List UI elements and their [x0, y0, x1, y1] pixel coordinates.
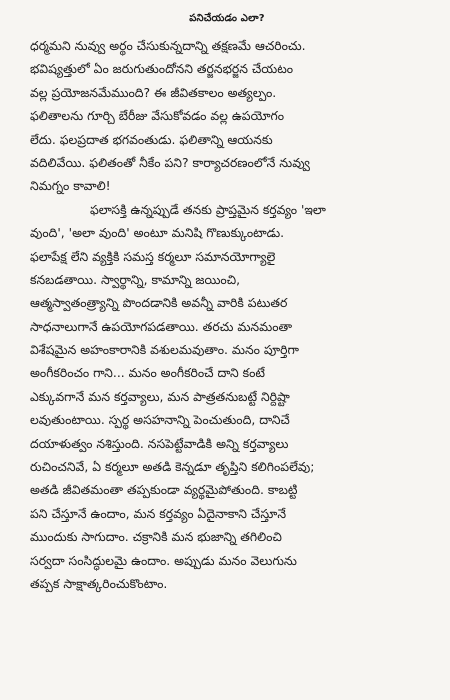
text-line: ఆత్మస్వాతంత్ర్యాన్ని పొందడానికి అవన్నీ వారికి పటుతర [30, 295, 288, 311]
text-line: రుచించనివే, ఏ కర్మలూ అతడి కెన్నడూ తృప్తిని కలిగింపలేవు; [30, 459, 315, 475]
text-line: నిమగ్నం కావాలి! [30, 178, 111, 194]
paragraph-2 [30, 198, 424, 596]
text-line: సాధనాలుగానే ఉపయోగపడతాయి. తరచు మనమంతా [30, 318, 293, 334]
text-line: తప్పక సాక్షాత్కరించుకొంటాం. [30, 575, 168, 591]
text-line: వుంది', 'అలా వుంది' అంటూ మనిషి గొణుక్కుంటాడు. [30, 225, 285, 241]
text-line: సర్వదా సంసిద్ధులమై ఉందాం. అప్పుడు మనం వెలుగును [30, 552, 297, 568]
text-line: దయాళుత్వం నశిస్తుంది. నసపెట్టేవాడికి అన్ని కర్తవ్యాలు [30, 435, 289, 451]
text-line: పని చేస్తూనే ఉందాం, మన కర్తవ్యం ఏదైనాకాని చేస్తూనే [30, 505, 287, 521]
text-line: ముందుకు సాగుదాం. చక్రానికి మన భుజాన్ని తగిలించి [30, 529, 282, 545]
text-line: ధర్మమని నువ్వు అర్థం చేసుకున్నదాన్ని తక్షణమే ఆచరించు. [30, 38, 306, 53]
running-head: పనిచేయడం ఎలా? [189, 13, 265, 24]
text-line: ఫలాపేక్ష లేని వ్యక్తికి సమస్త కర్మలూ సమానయోగ్యాలై [30, 248, 276, 264]
text-line: లేదు. ఫలప్రదాత భగవంతుడు. ఫలితాన్ని ఆయనకు [30, 131, 273, 147]
text-line: విశేషమైన అహంకారానికి వశులమవుతాం. మనం పూర్తిగా [30, 342, 299, 358]
text-line: లవుతుంటాయి. స్పర్థ అసహనాన్ని పెంచుతుంది, దానిచే [30, 412, 290, 428]
paragraph-1 [30, 34, 424, 198]
text-line: ఫలితాలను గూర్చి బేరీజు వేసుకోవడం వల్ల ఉపయోగం [30, 108, 284, 124]
text-line: అంగీకరించం గాని... మనం అంగీకరించే దాని కంటే [30, 365, 265, 381]
text-line: ఎక్కువగానే మన కర్తవ్యాలు, మన పాత్రతనుబట్టే నిర్దిష్టా [30, 388, 290, 404]
text-line: వదిలివేయి. ఫలితంతో నీకేం పని? కార్యాచరణంలోనే నువ్వు [30, 154, 310, 170]
text-line: వల్ల ప్రయోజనమేముంది? ఈ జీవితకాలం అత్యల్పం. [30, 84, 277, 100]
text-line: కనబడతాయి. స్వార్థాన్ని, కామాన్ని జయించి, [30, 271, 241, 287]
text-line: అతడి జీవితమంతా తప్పకుండా వ్యర్థమైపోతుంది. కాబట్టి [30, 482, 298, 498]
text-line: భవిష్యత్తులో ఏం జరుగుతుందోనని తర్జనభర్జన చేయటం [30, 61, 294, 77]
text-line-indented: ఫలాసక్తి ఉన్నప్పుడే తనకు ప్రాప్తమైన కర్తవ్యం 'ఇలా [90, 201, 326, 217]
